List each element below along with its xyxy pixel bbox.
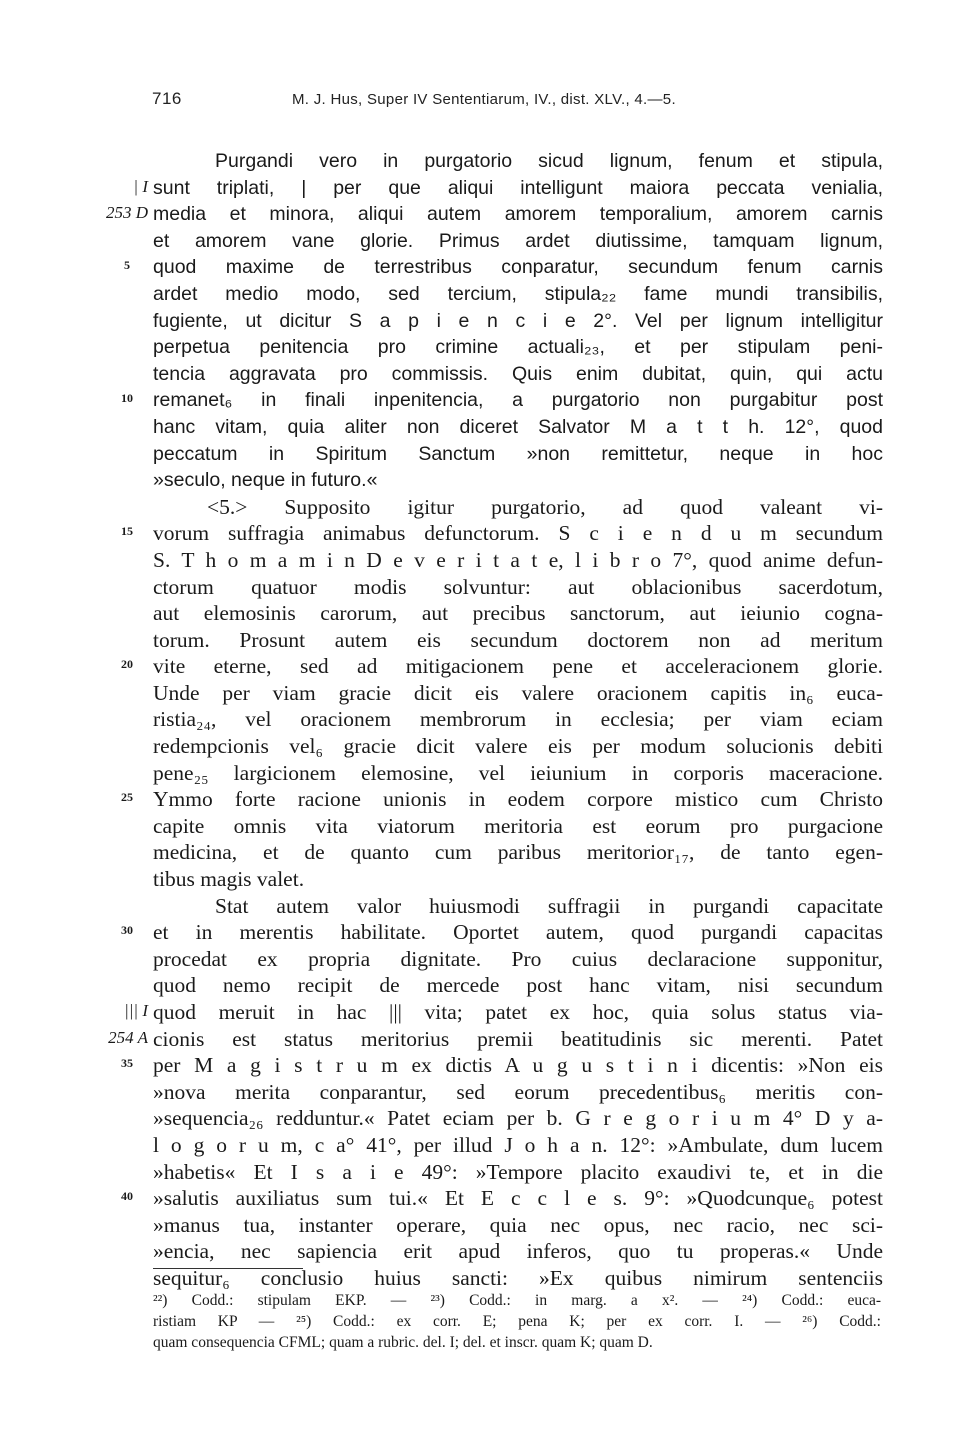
text-line xyxy=(0,627,960,654)
margin-reference: 253 D xyxy=(105,203,148,223)
text-line xyxy=(0,574,960,601)
line-text: pene₂₅ largicionem elemosine, vel ieiunium in corporis maceracione. xyxy=(153,760,883,785)
text-line xyxy=(0,441,960,468)
text-line xyxy=(0,1159,960,1186)
line-number: 35 xyxy=(121,1056,133,1071)
text-line xyxy=(0,1026,960,1053)
text-line xyxy=(0,1238,960,1265)
text-line xyxy=(0,201,960,228)
line-text: ctorum quatuor modis solvuntur: aut oblacionibus sacerdotum, xyxy=(153,574,883,599)
line-text: »manus tua, instanter operare, quia nec opus, nec racio, nec sci- xyxy=(153,1212,883,1237)
margin-reference: ||| I xyxy=(124,1001,148,1020)
text-line xyxy=(0,1132,960,1159)
line-text: l o g o r u m, c a° 41°, per illud J o h a n. 12°: »Ambulate, dum lucem xyxy=(153,1132,883,1157)
line-text: Unde per viam gracie dicit eis valere oracionem capitis in₆ euca- xyxy=(153,680,883,705)
text-line xyxy=(0,414,960,441)
text-line xyxy=(0,308,960,335)
running-title: M. J. Hus, Super IV Sententiarum, IV., dist. XLV., 4.—5. xyxy=(292,91,676,108)
line-text: »nova merita conparantur, sed eorum precedentibus₆ meritis con- xyxy=(153,1079,883,1104)
text-line xyxy=(0,494,960,521)
text-line xyxy=(0,733,960,760)
line-text: <5.> Supposito igitur purgatorio, ad quod valeant vi- xyxy=(207,494,883,519)
line-text: capite omnis vita viatorum meritoria est eorum pro purgacione xyxy=(153,813,883,838)
line-number: 25 xyxy=(121,790,133,805)
line-text: sequitur₆ conclusio huius sancti: »Ex quibus nimirum sentenciis xyxy=(153,1265,883,1290)
text-line xyxy=(0,706,960,733)
text-line xyxy=(0,813,960,840)
line-text: per M a g i s t r u m ex dictis A u g u s t i n i dicentis: »Non eis xyxy=(153,1053,883,1078)
text-line xyxy=(0,467,960,494)
text-line xyxy=(0,281,960,308)
line-text: Purgandi vero in purgatorio sicud lignum, fenum et stipula, xyxy=(215,150,883,172)
text-line xyxy=(0,839,960,866)
text-line xyxy=(0,1185,960,1212)
text-line xyxy=(0,893,960,920)
text-line xyxy=(0,680,960,707)
line-text: vorum suffragia animabus defunctorum. S c i e n d u m secundum xyxy=(153,521,883,546)
line-text: tibus magis valet. xyxy=(153,867,305,892)
text-line xyxy=(0,520,960,547)
text-line xyxy=(0,1105,960,1132)
text-line xyxy=(0,1212,960,1239)
text-line xyxy=(0,387,960,414)
text-line xyxy=(0,254,960,281)
margin-reference: | I xyxy=(133,176,148,196)
text-line xyxy=(0,547,960,574)
line-text: Stat autem valor huiusmodi suffragii in purgandi capacitate xyxy=(215,893,883,918)
text-line xyxy=(0,228,960,255)
text-line xyxy=(0,600,960,627)
footnote-line: quam consequencia CFML; quam a rubric. del. I; del. et inscr. quam K; quam D. xyxy=(153,1334,653,1351)
line-text: remanet₆ in finali inpenitencia, a purgatorio non purgabitur post xyxy=(153,389,883,412)
line-number: 15 xyxy=(121,524,133,539)
line-number: 40 xyxy=(121,1189,133,1204)
text-line xyxy=(0,760,960,787)
line-text: fugiente, ut dicitur S a p i e n c i e 2°. Vel per lignum intelligitur xyxy=(153,309,883,332)
line-text: »seculo, neque in futuro.« xyxy=(153,469,378,492)
text-line xyxy=(0,334,960,361)
line-text: torum. Prosunt autem eis secundum doctorem non ad meritum xyxy=(153,627,883,652)
line-text: »habetis« Et I s a i e 49°: »Tempore placito exaudivi te, et in die xyxy=(153,1159,883,1184)
line-text: cionis est status meritorius premii beatitudinis sic merenti. Patet xyxy=(153,1026,883,1051)
line-text: quod maxime de terrestribus conparatur, secundum fenum carnis xyxy=(153,256,883,279)
line-text: peccatum in Spiritum Sanctum »non remittetur, neque in hoc xyxy=(153,442,883,465)
line-text: quod nemo recipit de mercede post hanc vitam, nisi secundum xyxy=(153,973,883,998)
line-text: media et minora, aliqui autem amorem temporalium, amorem carnis xyxy=(153,203,883,226)
line-number: 10 xyxy=(121,391,133,406)
line-text: procedat ex propria dignitate. Pro cuius declaracione supponitur, xyxy=(153,946,883,971)
line-text: hanc vitam, quia aliter non diceret Salvator M a t t h. 12°, quod xyxy=(153,415,883,438)
text-line xyxy=(0,361,960,388)
line-text: ristia₂₄, vel oracionem membrorum in ecclesia; per viam eciam xyxy=(153,707,883,732)
main-text xyxy=(0,148,960,1292)
line-text: redempcionis vel₆ gracie dicit valere eis per modum solucionis debiti xyxy=(153,734,883,759)
footnote-line: ristiam KP — ²⁵) Codd.: ex corr. E; pena K; per ex corr. I. — ²⁶) Codd.: xyxy=(153,1313,881,1330)
line-text: et in merentis habilitate. Oportet autem, quod purgandi capacitas xyxy=(153,920,883,945)
line-text: »salutis auxiliatus sum tui.« Et E c c l e s. 9°: »Quodcunque₆ potest xyxy=(153,1186,883,1211)
line-text: perpetua penitencia pro crimine actuali₂₃, et per stipulam peni- xyxy=(153,336,883,359)
line-text: sunt triplati, | per que aliqui intelligunt maiora peccata venialia, xyxy=(153,176,883,199)
text-line xyxy=(0,175,960,202)
running-header xyxy=(152,89,872,115)
margin-reference: 254 A xyxy=(108,1027,148,1047)
page-number: 716 xyxy=(152,89,182,108)
text-line xyxy=(0,1079,960,1106)
footnote-line: ²²) Codd.: stipulam EKP. — ²³) Codd.: in marg. a x². — ²⁴) Codd.: euca- xyxy=(153,1292,881,1309)
text-line xyxy=(0,946,960,973)
line-text: vite eterne, sed ad mitigacionem pene et acceleracionem glorie. xyxy=(153,654,883,679)
line-text: »sequencia₂₆ redduntur.« Patet eciam per b. G r e g o r i u m 4° D y a- xyxy=(153,1106,883,1131)
line-number: 20 xyxy=(121,657,133,672)
text-line xyxy=(0,919,960,946)
line-text: »encia, nec sapiencia erit apud inferos, quo tu properas.« Unde xyxy=(153,1239,883,1264)
line-text: Ymmo forte racione unionis in eodem corpore mistico cum Christo xyxy=(153,787,883,812)
text-line xyxy=(0,786,960,813)
line-text: aut elemosinis carorum, aut precibus sanctorum, aut ieiunio cogna- xyxy=(153,601,883,626)
text-line xyxy=(0,1052,960,1079)
text-line xyxy=(0,1265,960,1292)
line-number: 5 xyxy=(124,258,130,273)
text-line xyxy=(0,972,960,999)
line-text: et amorem vane glorie. Primus ardet diutissime, tamquam lignum, xyxy=(153,229,883,252)
text-line xyxy=(0,148,960,175)
line-number: 30 xyxy=(121,923,133,938)
line-text: S. T h o m a m i n D e v e r i t a t e, l i b r o 7°, quod anime defun- xyxy=(153,547,883,572)
line-text: medicina, et de quanto cum paribus meritorior₁₇, de tanto egen- xyxy=(153,840,883,865)
text-line xyxy=(0,653,960,680)
footnote-rule xyxy=(153,1268,303,1269)
text-line xyxy=(0,866,960,893)
line-text: tencia aggravata pro commissis. Quis enim dubitat, quin, qui actu xyxy=(153,362,883,385)
text-line xyxy=(0,999,960,1026)
line-text: quod meruit in hac ||| vita; patet ex hoc, quia solus status via- xyxy=(153,1000,883,1024)
footnotes xyxy=(153,1290,881,1353)
line-text: ardet medio modo, sed tercium, stipula₂₂ fame mundi transibilis, xyxy=(153,282,883,305)
